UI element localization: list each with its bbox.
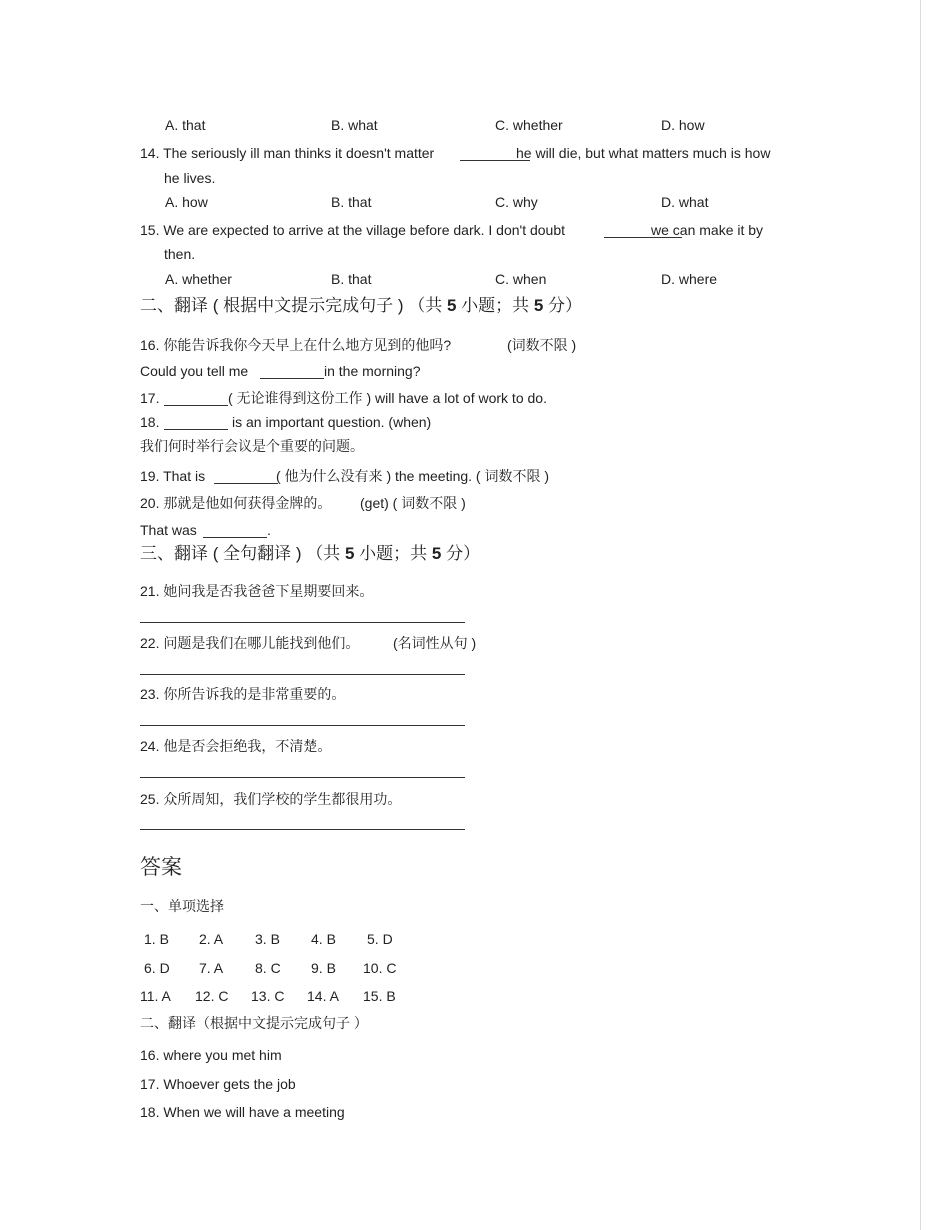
q24-prompt: 24. 他是否会拒绝我，不清楚。: [140, 738, 332, 754]
q16-english-part1: Could you tell me: [140, 363, 249, 379]
q24-answer-line: [140, 777, 465, 778]
q18-text: is an important question. (when): [232, 414, 432, 430]
q14-option-a: A. how: [165, 194, 208, 210]
q14-option-c: C. why: [495, 194, 538, 210]
answer-6: 6. D: [144, 960, 170, 976]
q13-option-a: A. that: [165, 117, 206, 133]
answer-1: 1. B: [144, 931, 169, 947]
answer-9: 9. B: [311, 960, 336, 976]
answer-12: 12. C: [195, 988, 229, 1004]
q19-blank: [214, 469, 278, 484]
answer-4: 4. B: [311, 931, 336, 947]
answer-16: 16. where you met him: [140, 1047, 282, 1063]
answer-14: 14. A: [307, 988, 339, 1004]
q13-option-b: B. what: [331, 117, 378, 133]
q16-chinese-prompt: 16. 你能告诉我你今天早上在什么地方见到的他吗?: [140, 337, 452, 353]
q21-answer-line: [140, 622, 465, 623]
q14-stem-part1: 14. The seriously ill man thinks it doesn't matter: [140, 145, 435, 161]
answer-17: 17. Whoever gets the job: [140, 1076, 296, 1092]
q20-hint: (get) ( 词数不限 ): [360, 495, 466, 511]
q22-answer-line: [140, 674, 465, 675]
q15-option-d: D. where: [661, 271, 718, 287]
answer-10: 10. C: [363, 960, 397, 976]
answer-5: 5. D: [367, 931, 393, 947]
q18-number: 18.: [140, 414, 160, 430]
q13-option-c: C. whether: [495, 117, 563, 133]
q15-option-c: C. when: [495, 271, 547, 287]
q17-blank: [164, 391, 228, 406]
q17-number: 17.: [140, 390, 160, 406]
answer-18: 18. When we will have a meeting: [140, 1104, 345, 1120]
answer-3: 3. B: [255, 931, 280, 947]
q17-text: ( 无论谁得到这份工作 ) will have a lot of work to do.: [228, 390, 547, 406]
q18-blank: [164, 415, 228, 430]
answers-subheading-choice: 一、单项选择: [140, 898, 224, 914]
q15-option-a: A. whether: [165, 271, 232, 287]
q25-prompt: 25. 众所周知，我们学校的学生都很用功。: [140, 791, 402, 807]
q16-hint: (词数不限 ): [507, 337, 577, 353]
q20-english-part2: .: [267, 522, 271, 538]
q20-chinese-prompt: 20. 那就是他如何获得金牌的。: [140, 495, 332, 511]
q19-part1: 19. That is: [140, 468, 206, 484]
q14-stem-part2: he will die, but what matters much is how: [516, 145, 771, 161]
q15-stem-part2: we can make it by: [651, 222, 764, 238]
q25-answer-line: [140, 829, 465, 830]
answer-13: 13. C: [251, 988, 285, 1004]
q20-english-part1: That was: [140, 522, 197, 538]
q15-option-b: B. that: [331, 271, 372, 287]
q14-option-b: B. that: [331, 194, 372, 210]
answer-11: 11. A: [140, 988, 171, 1004]
q22-prompt: 22. 问题是我们在哪儿能找到他们。: [140, 635, 360, 651]
section2-title: 二、翻译 ( 根据中文提示完成句子 ) （共 5 小题；共 5 分）: [140, 296, 583, 315]
q18-chinese: 我们何时举行会议是个重要的问题。: [140, 438, 364, 454]
section3-title: 三、翻译 ( 全句翻译 ) （共 5 小题；共 5 分）: [140, 544, 481, 563]
q14-option-d: D. what: [661, 194, 709, 210]
answer-7: 7. A: [199, 960, 224, 976]
answer-2: 2. A: [199, 931, 224, 947]
q15-stem-line2: then.: [164, 246, 196, 262]
q23-answer-line: [140, 725, 465, 726]
q16-blank: [260, 364, 324, 379]
q16-english-part2: in the morning?: [324, 363, 421, 379]
answers-subheading-translation: 二、翻译（根据中文提示完成句子 ）: [140, 1015, 368, 1031]
q21-prompt: 21. 她问我是否我爸爸下星期要回来。: [140, 583, 374, 599]
q15-stem-part1: 15. We are expected to arrive at the village before dark. I don't doubt: [140, 222, 566, 238]
q20-blank: [203, 523, 267, 538]
page-edge-divider: [920, 0, 921, 1230]
q19-part2: ( 他为什么没有来 ) the meeting. ( 词数不限 ): [276, 468, 550, 484]
answer-15: 15. B: [363, 988, 396, 1004]
answer-8: 8. C: [255, 960, 281, 976]
q13-option-d: D. how: [661, 117, 705, 133]
answers-heading: 答案: [140, 856, 182, 879]
q23-prompt: 23. 你所告诉我的是非常重要的。: [140, 686, 346, 702]
q22-hint: (名词性从句 ): [393, 635, 477, 651]
q14-stem-line2: he lives.: [164, 170, 216, 186]
